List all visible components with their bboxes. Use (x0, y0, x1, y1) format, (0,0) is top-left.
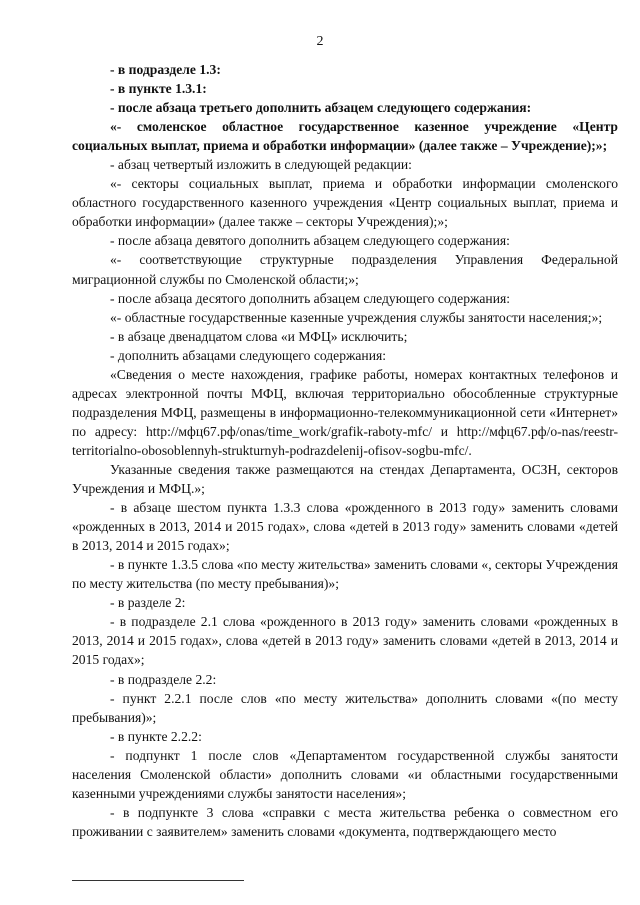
paragraph: - в подпункте 3 слова «справки с места жительства ребенка о совместном его проживании с заявителем» заменить словами «документа, подтверждающего место (72, 804, 618, 839)
paragraph: - после абзаца третьего дополнить абзацем следующего содержания: (110, 100, 532, 116)
paragraph: - в подразделе 1.3: (110, 62, 221, 77)
paragraph: - после абзаца девятого дополнить абзацем следующего содержания: (110, 233, 510, 249)
page-number: 2 (316, 34, 324, 49)
paragraph: - в подразделе 2.2: (110, 671, 217, 687)
paragraph: «- соответствующие структурные подразделения Управления Федеральной миграционной службы по Смоленской области;»; (72, 252, 618, 287)
paragraph: «Сведения о месте нахождения, графике работы, номерах контактных телефонов и адресах электронной почты МФЦ, включая территориально обособленные структурные подразделения МФЦ, размещены в информационно-телекоммуникационной сети «Интернет» по адресу: http://мфц67.рф/onas/time_work/grafik-raboty-mfc/ и http://мфц67.рф/o-nas/reestr-territorialno-obosoblennyh-strukturnyh-podrazdelenij-ofisov-sogbu-mfc/. (72, 366, 618, 458)
paragraph: - подпункт 1 после слов «Департаментом государственной службы занятости населения Смоленской области» дополнить словами «и областными государственными казенными учреждениями службы занятости населения»; (72, 747, 618, 801)
paragraph: - в пункте 1.3.1: (110, 81, 207, 97)
paragraph: «- областные государственные казенные учреждения службы занятости населения;»; (110, 309, 603, 325)
paragraph: «- смоленское областное государственное казенное учреждение «Центр социальных выплат, приема и обработки информации» (далее также – Учреждение);»; (72, 119, 618, 154)
paragraph: - после абзаца десятого дополнить абзацем следующего содержания: (110, 290, 511, 306)
paragraph: - в пункте 1.3.5 слова «по месту жительства» заменить словами «, секторы Учреждения по месту жительства (по месту пребывания)»; (72, 557, 618, 592)
paragraph: - абзац четвертый изложить в следующей редакции: (110, 157, 412, 173)
paragraph: - в пункте 2.2.2: (110, 728, 202, 744)
paragraph: - в разделе 2: (110, 595, 186, 611)
paragraph: Указанные сведения также размещаются на стендах Департамента, ОСЗН, секторов Учреждения и МФЦ.»; (72, 461, 618, 497)
paragraph: «- секторы социальных выплат, приема и обработки информации смоленского областного государственного казенного учреждения «Центр социальных выплат, приема и обработки информации» (далее также – секторы Учреждения);»; (72, 176, 618, 230)
document-body (72, 60, 618, 841)
footer-rule (72, 880, 244, 881)
paragraph: - пункт 2.2.1 после слов «по месту жительства» дополнить словами «(по месту пребывания)»; (72, 690, 618, 725)
paragraph: - дополнить абзацами следующего содержания: (110, 347, 387, 363)
paragraph: - в подразделе 2.1 слова «рожденного в 2013 году» заменить словами «рожденных в 2013, 2014 и 2015 годах», слова «детей в 2013 году» заменить словами «детей в 2013, 2014 и 2015 годах»; (72, 614, 618, 668)
paragraph: - в абзаце двенадцатом слова «и МФЦ» исключить; (110, 328, 408, 344)
paragraph: - в абзаце шестом пункта 1.3.3 слова «рожденного в 2013 году» заменить словами «рожденных в 2013, 2014 и 2015 годах», слова «детей в 2013 году» заменить словами «детей в 2013, 2014 и 2015 годах»; (72, 500, 618, 554)
